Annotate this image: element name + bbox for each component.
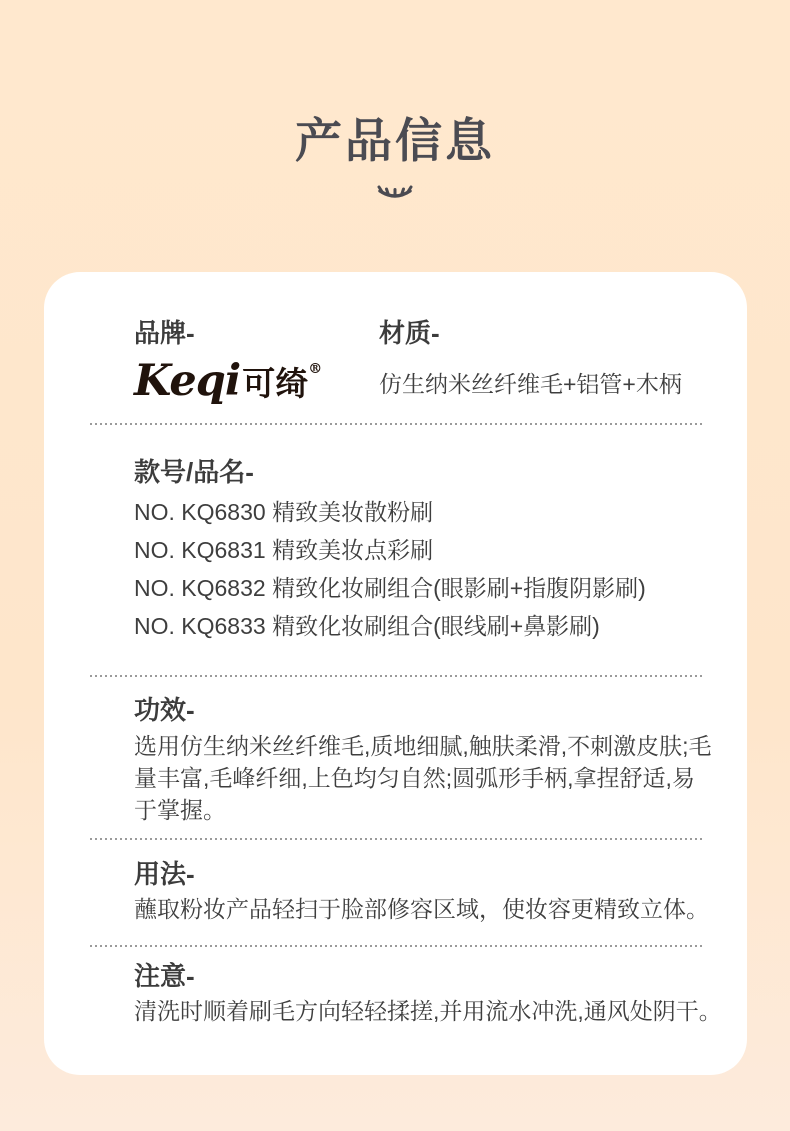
usage-text: 蘸取粉妆产品轻扫于脸部修容区域，使妆容更精致立体。 bbox=[134, 896, 709, 922]
brand-logo-latin: Keqi bbox=[134, 356, 241, 406]
brand-label: 品牌- bbox=[134, 318, 195, 348]
efficacy-text: 选用仿生纳米丝纤维毛,质地细腻,触肤柔滑,不刺激皮肤;毛量丰富,毛峰纤细,上色均匀自然;圆弧形手柄,拿捏舒适,易于掌握。 bbox=[134, 733, 712, 823]
section-usage bbox=[90, 840, 709, 945]
brand-column bbox=[134, 316, 379, 423]
product-info-card bbox=[44, 272, 747, 1075]
material-label: 材质- bbox=[379, 318, 440, 348]
section-efficacy bbox=[90, 677, 712, 838]
model-item: NO. KQ6833 精致化妆刷组合(眼线刷+鼻影刷) bbox=[134, 613, 600, 639]
models-label: 款号/品名- bbox=[134, 457, 254, 487]
section-models bbox=[90, 425, 705, 675]
closed-eye-lash-icon bbox=[0, 182, 790, 208]
registered-trademark-icon: ® bbox=[308, 361, 323, 377]
brand-logo-chinese: 可绮 bbox=[242, 364, 309, 403]
section-brand-material bbox=[90, 272, 705, 423]
caution-label: 注意- bbox=[134, 961, 195, 991]
header bbox=[0, 0, 790, 208]
efficacy-label: 功效- bbox=[134, 695, 195, 725]
model-list bbox=[134, 493, 705, 645]
section-caution bbox=[90, 947, 722, 1028]
brand-logo bbox=[134, 356, 379, 406]
page-title: 产品信息 bbox=[295, 114, 495, 167]
material-value: 仿生纳米丝纤维毛+铝管+木柄 bbox=[379, 371, 682, 397]
model-item: NO. KQ6830 精致美妆散粉刷 bbox=[134, 499, 434, 525]
model-item: NO. KQ6832 精致化妆刷组合(眼影刷+指腹阴影刷) bbox=[134, 575, 646, 601]
model-item: NO. KQ6831 精致美妆点彩刷 bbox=[134, 537, 434, 563]
caution-text: 清洗时顺着刷毛方向轻轻揉搓,并用流水冲洗,通风处阴干。 bbox=[134, 998, 722, 1024]
material-column bbox=[379, 316, 705, 423]
usage-label: 用法- bbox=[134, 859, 195, 889]
